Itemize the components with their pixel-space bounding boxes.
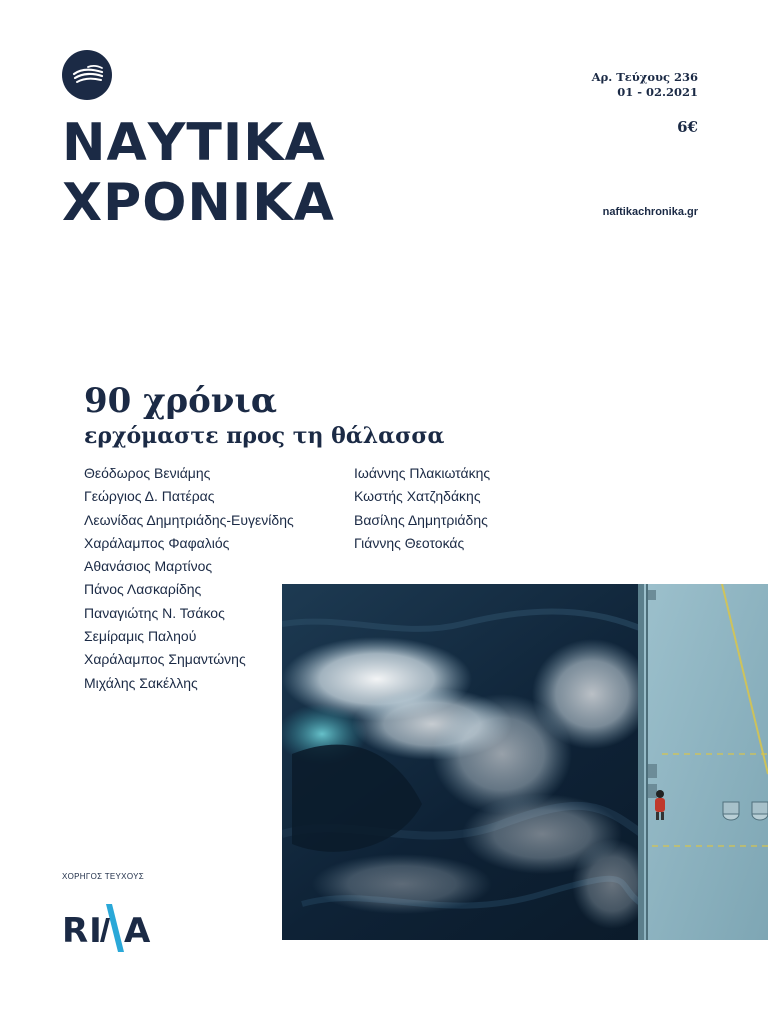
publication-logo — [62, 50, 112, 100]
author-name: Λεωνίδας Δημητριάδης-Ευγενίδης — [84, 511, 294, 528]
masthead-line-1: ΝΑΥΤΙΚΑ — [62, 113, 326, 173]
issue-info — [592, 70, 698, 100]
author-list-right — [354, 462, 490, 555]
price-label: 6€ — [677, 118, 698, 136]
rina-logo — [62, 898, 152, 958]
author-name: Γιάννης Θεοτοκάς — [354, 534, 465, 551]
svg-text:A: A — [124, 911, 151, 951]
author-name: Αθανάσιος Μαρτίνος — [84, 558, 213, 575]
author-name: Κωστής Χατζηδάκης — [354, 488, 481, 505]
author-name: Γεώργιος Δ. Πατέρας — [84, 488, 215, 505]
author-list-left — [84, 462, 294, 695]
author-name: Βασίλης Δημητριάδης — [354, 511, 488, 528]
waves-emblem-icon — [62, 50, 112, 100]
cover-headline: 90 χρόνια — [84, 381, 278, 421]
website-link[interactable]: naftikachronika.gr — [602, 206, 698, 218]
author-name: Σεμίραμις Παληού — [84, 628, 197, 645]
sponsor-label: ΧΟΡΗΓΟΣ ΤΕΥΧΟΥΣ — [62, 872, 144, 881]
masthead-title — [62, 113, 335, 233]
cover-subheadline: ερχόμαστε προς τη θάλασσα — [84, 423, 445, 449]
issue-number: Αρ. Τεύχους 236 — [591, 70, 698, 84]
author-name: Χαράλαμπος Σημαντώνης — [84, 651, 246, 668]
author-name: Πάνος Λασκαρίδης — [84, 581, 202, 598]
svg-text:RI: RI — [62, 911, 103, 951]
masthead-line-2: ΧΡΟΝΙΚΑ — [62, 173, 335, 233]
issue-date: 01 - 02.2021 — [617, 85, 698, 99]
author-name: Μιχάλης Σακέλλης — [84, 674, 198, 691]
cover-photo-sea-and-deck — [282, 584, 768, 940]
author-name: Θεόδωρος Βενιάμης — [84, 465, 211, 481]
author-name: Χαράλαμπος Φαφαλιός — [84, 534, 230, 551]
author-name: Παναγιώτης Ν. Τσάκος — [84, 604, 225, 621]
author-name: Ιωάννης Πλακιωτάκης — [354, 465, 491, 481]
